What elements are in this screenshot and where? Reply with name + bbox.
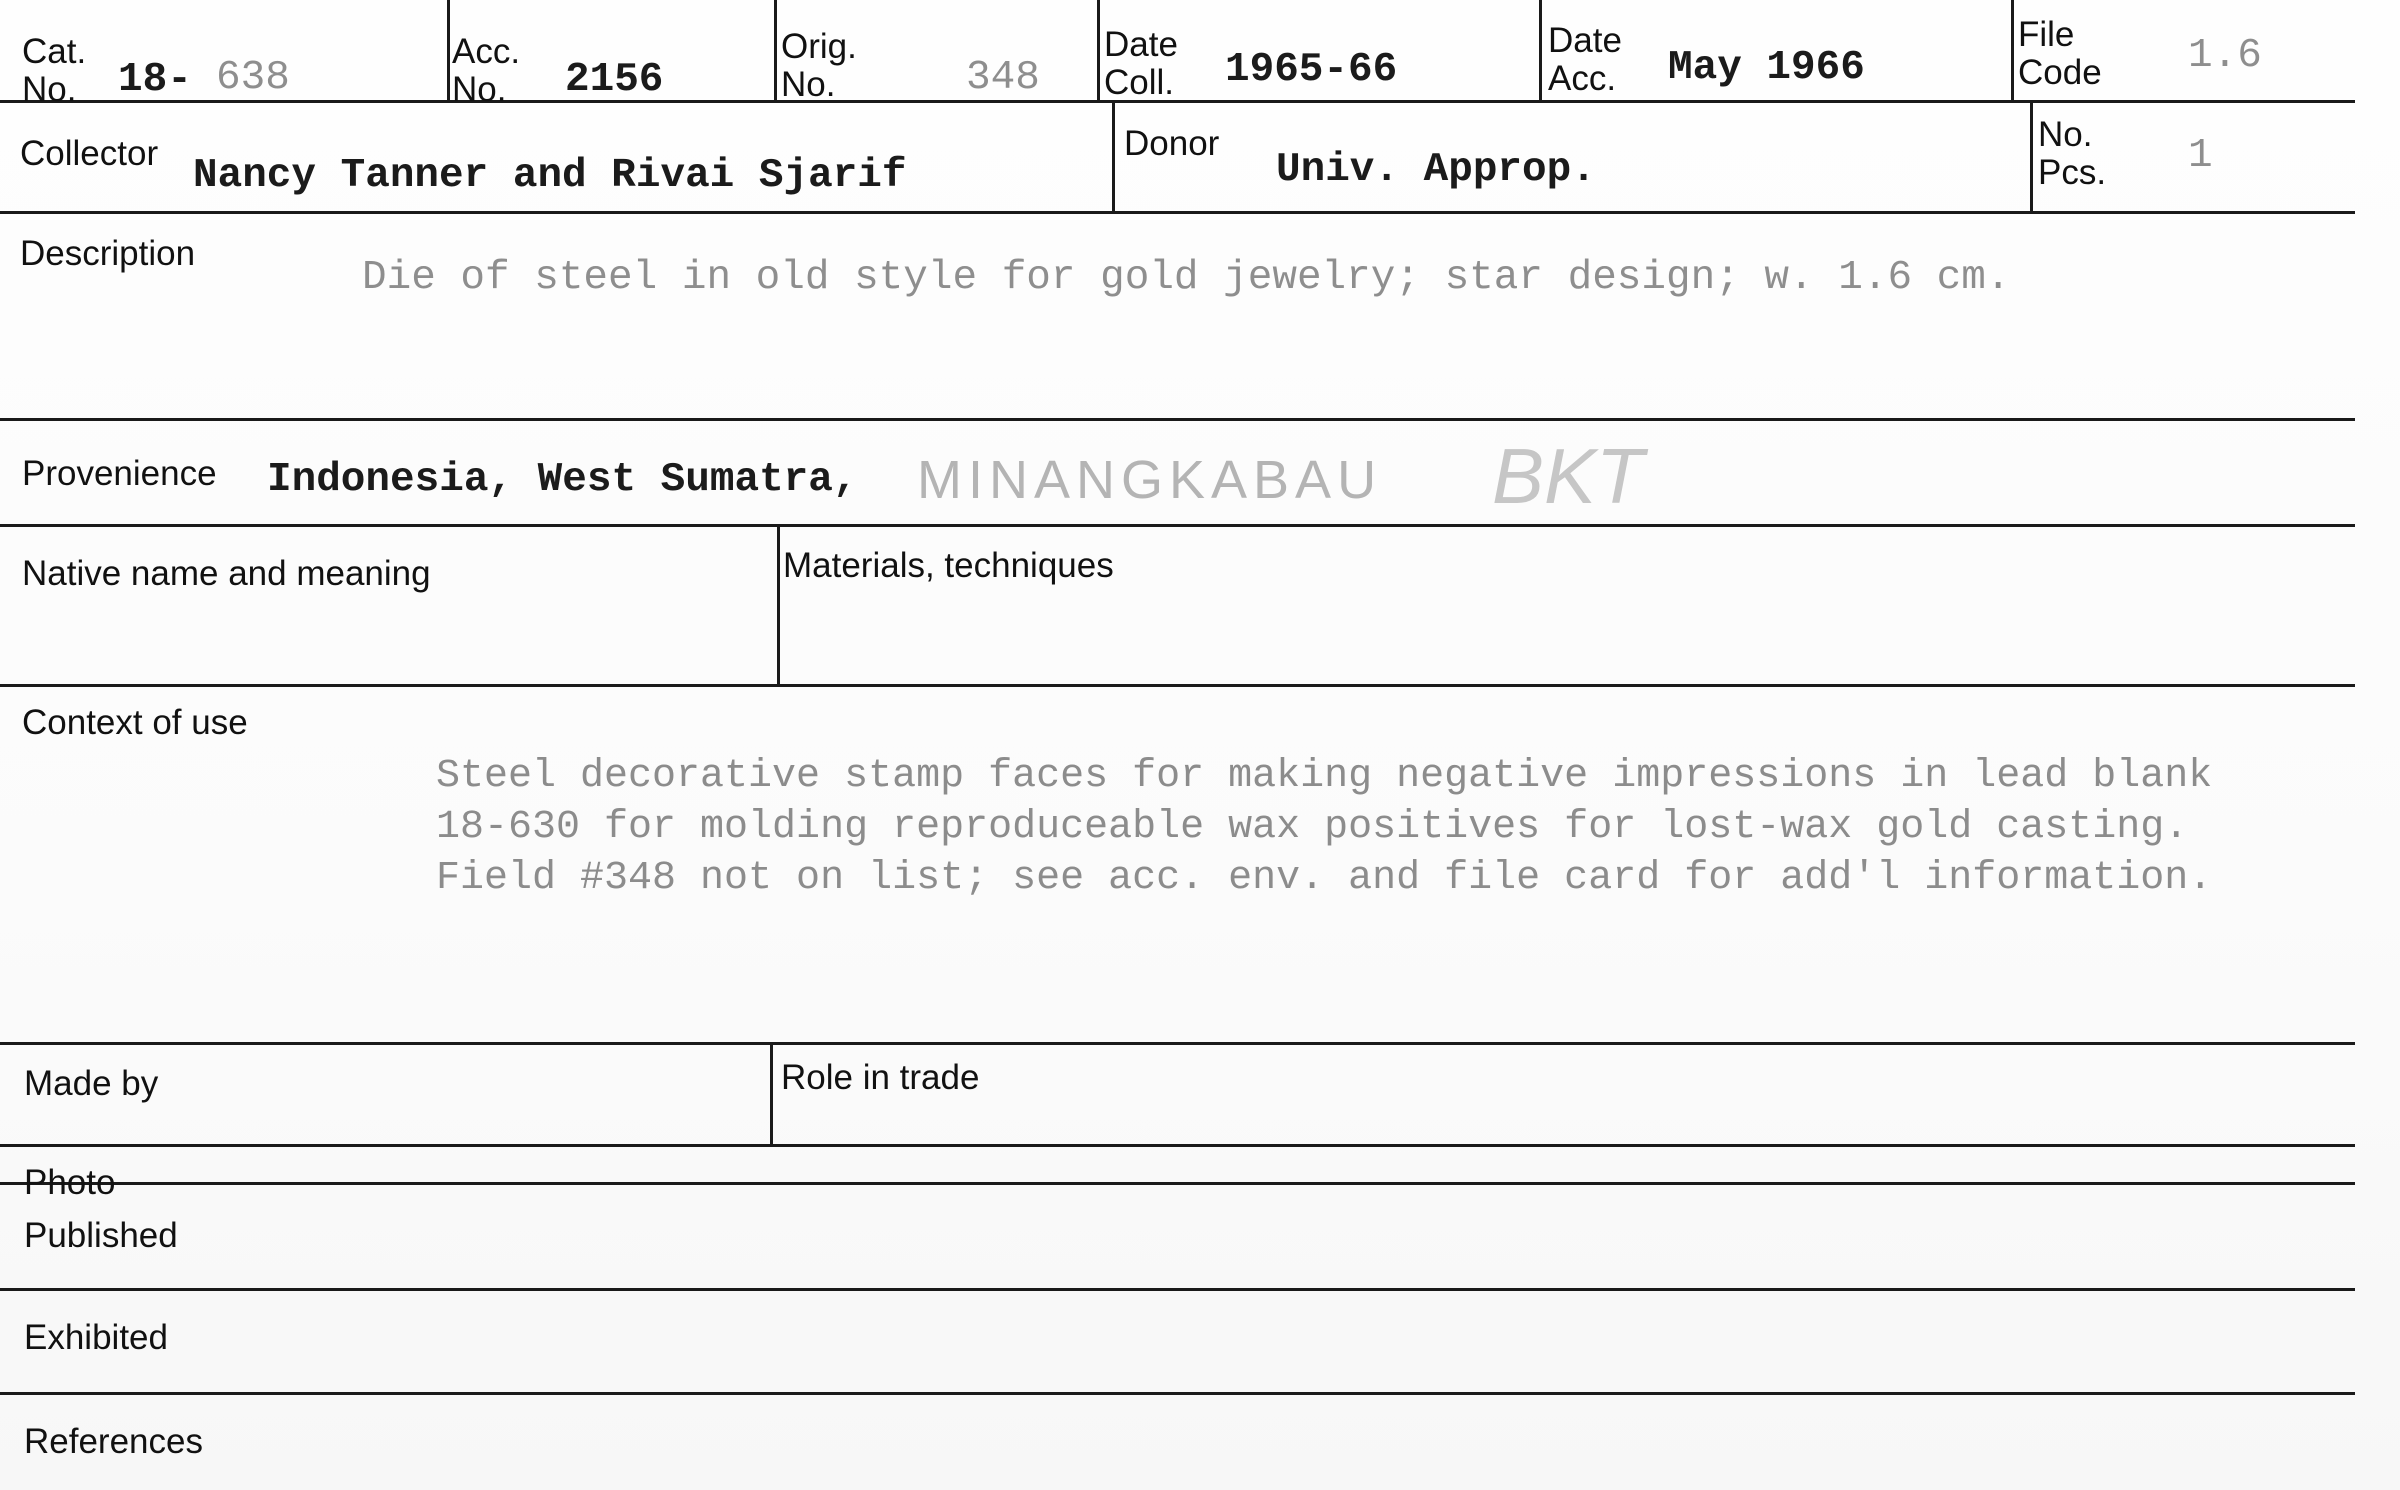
file-code-label: File Code	[2018, 15, 2102, 92]
made-by-label: Made by	[24, 1064, 159, 1103]
vrule-donor	[1112, 100, 1115, 211]
acc-no-value: 2156	[565, 57, 664, 103]
vrule-role	[770, 1042, 773, 1144]
context-line-1: Steel decorative stamp faces for making negative impressions in lead blank	[436, 754, 2213, 799]
cat-prefix-value: 18-	[118, 57, 192, 103]
rule-context	[0, 1042, 2355, 1045]
provenience-value: Indonesia, West Sumatra,	[267, 457, 858, 503]
date-acc-value: May 1966	[1668, 45, 1865, 91]
orig-no-value: 348	[966, 55, 1040, 101]
photo-label: Photo	[24, 1163, 116, 1202]
vrule-acc	[447, 0, 450, 100]
exhibited-label: Exhibited	[24, 1318, 168, 1357]
provenience-label: Provenience	[22, 454, 217, 493]
rule-exhibited	[0, 1392, 2355, 1395]
file-code-value: 1.6	[2188, 33, 2262, 79]
rule-provenience	[0, 524, 2355, 527]
provenience-stamp-bkt: BKT	[1492, 432, 1644, 520]
description-label: Description	[20, 234, 196, 273]
native-name-label: Native name and meaning	[22, 554, 431, 593]
vrule-datecoll	[1097, 0, 1100, 100]
context-label: Context of use	[22, 703, 248, 742]
date-acc-label: Date Acc.	[1548, 21, 1622, 98]
role-in-trade-label: Role in trade	[781, 1058, 980, 1097]
rule-madeby	[0, 1144, 2355, 1147]
no-pcs-value: 1	[2188, 133, 2213, 179]
donor-value: Univ. Approp.	[1276, 147, 1596, 193]
context-line-3: Field #348 not on list; see acc. env. and file card for add'l information.	[436, 856, 2213, 901]
rule-photo	[0, 1182, 2355, 1185]
no-pcs-label: No. Pcs.	[2038, 115, 2107, 192]
published-label: Published	[24, 1216, 178, 1255]
rule-published	[0, 1288, 2355, 1291]
references-label: References	[24, 1422, 203, 1461]
cat-number-value: 638	[216, 55, 290, 101]
rule-native	[0, 684, 2355, 687]
acc-no-label: Acc. No.	[452, 32, 521, 109]
vrule-filecode	[2011, 0, 2014, 100]
vrule-nopcs	[2030, 100, 2033, 211]
context-line-2: 18-630 for molding reproduceable wax positives for lost-wax gold casting.	[436, 805, 2189, 850]
collector-value: Nancy Tanner and Rivai Sjarif	[193, 153, 907, 199]
rule-description	[0, 418, 2355, 421]
orig-no-label: Orig. No.	[781, 27, 857, 104]
description-value: Die of steel in old style for gold jewelry; star design; w. 1.6 cm.	[362, 255, 2011, 301]
cat-no-label: Cat. No.	[22, 32, 87, 109]
date-coll-value: 1965-66	[1225, 47, 1398, 93]
donor-label: Donor	[1124, 124, 1220, 163]
date-coll-label: Date Coll.	[1104, 25, 1178, 102]
vrule-orig	[774, 0, 777, 100]
vrule-materials	[777, 524, 780, 684]
provenience-stamp: MINANGKABAU	[917, 450, 1383, 510]
rule-collector	[0, 211, 2355, 214]
collector-label: Collector	[20, 134, 159, 173]
vrule-dateacc	[1539, 0, 1542, 100]
materials-label: Materials, techniques	[783, 546, 1114, 585]
